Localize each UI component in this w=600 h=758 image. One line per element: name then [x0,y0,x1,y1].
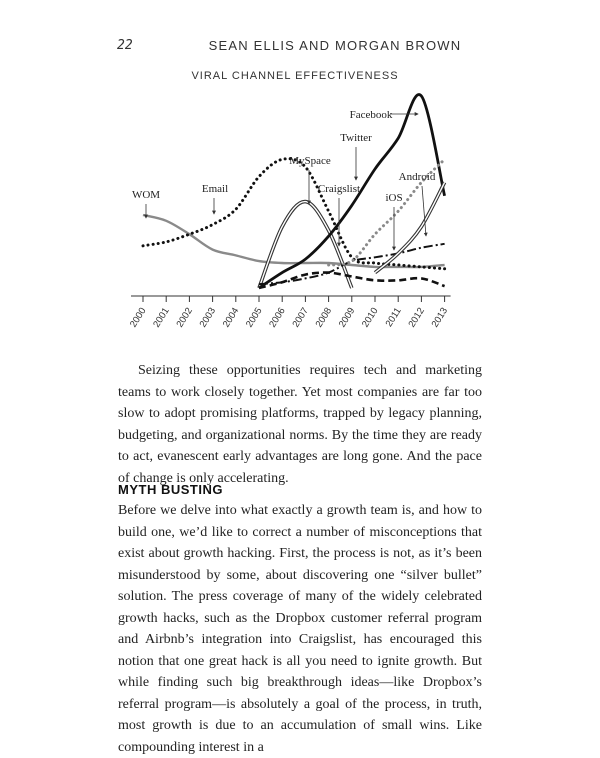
series-label-email: Email [201,183,229,195]
series-label-craigslist: Craigslist [317,183,361,195]
x-tick-label-2005: 2005 [244,305,265,330]
x-tick-label-2002: 2002 [174,305,195,330]
page-number: 22 [117,38,133,53]
x-tick-label-2006: 2006 [267,305,288,330]
x-tick-label-2000: 2000 [128,305,149,330]
series-label-facebook: Facebook [349,109,393,121]
x-tick-label-2010: 2010 [360,305,381,330]
x-tick-label-2003: 2003 [197,305,219,330]
pointer-android [422,186,426,236]
running-head: SEAN ELLIS AND MORGAN BROWN [208,38,462,53]
x-tick-label-2007: 2007 [290,305,311,330]
x-tick-label-2001: 2001 [151,305,172,330]
series-label-wom: WOM [131,189,161,201]
chart-title: VIRAL CHANNEL EFFECTIVENESS [191,70,399,82]
x-tick-label-2009: 2009 [336,305,358,330]
x-tick-label-2011: 2011 [383,305,404,329]
x-tick-label-2013: 2013 [429,305,451,330]
series-wom [143,215,445,267]
series-label-ios: iOS [385,192,403,204]
x-tick-label-2012: 2012 [406,305,427,330]
body-paragraph-1: Seizing these opportunities requires tech and marketing teams to work closely together. Yet most companies are far too slow to adopt promising platforms, trapped by legacy planning, budgeting, and organizational norms. By the time they are ready to act, evanescent early advantages are long gone. And the pace of change is only accelerating. [118,363,482,486]
series-line-wom [143,215,445,267]
viral-channel-chart [0,0,600,360]
series-label-android: Android [398,171,436,183]
x-tick-label-2004: 2004 [220,305,242,330]
section-heading: MYTH BUSTING [118,482,223,497]
body-paragraph-2: Before we delve into what exactly a growth team is, and how to build one, we’d like to correct a number of misconceptions that exist about growth hacking. First, the process is not, as it’s been misunderstood by some, about discovering one “silver bullet” solution. The press coverage of many of the widely celebrated growth hacks, such as the Dropbox customer referral program and Airbnb’s integration into Craigslist, has encouraged this notion that one great hack is all you need to ignite growth. But while finding such big breakthrough ideas—like Dropbox’s referral program—is absolutely a goal of the process, in truth, most growth is due to an accumulation of small wins. Like compounding interest in a [118,503,482,755]
series-label-twitter: Twitter [340,132,372,144]
x-tick-label-2008: 2008 [313,305,335,330]
series-label-myspace: MySpace [289,155,331,167]
